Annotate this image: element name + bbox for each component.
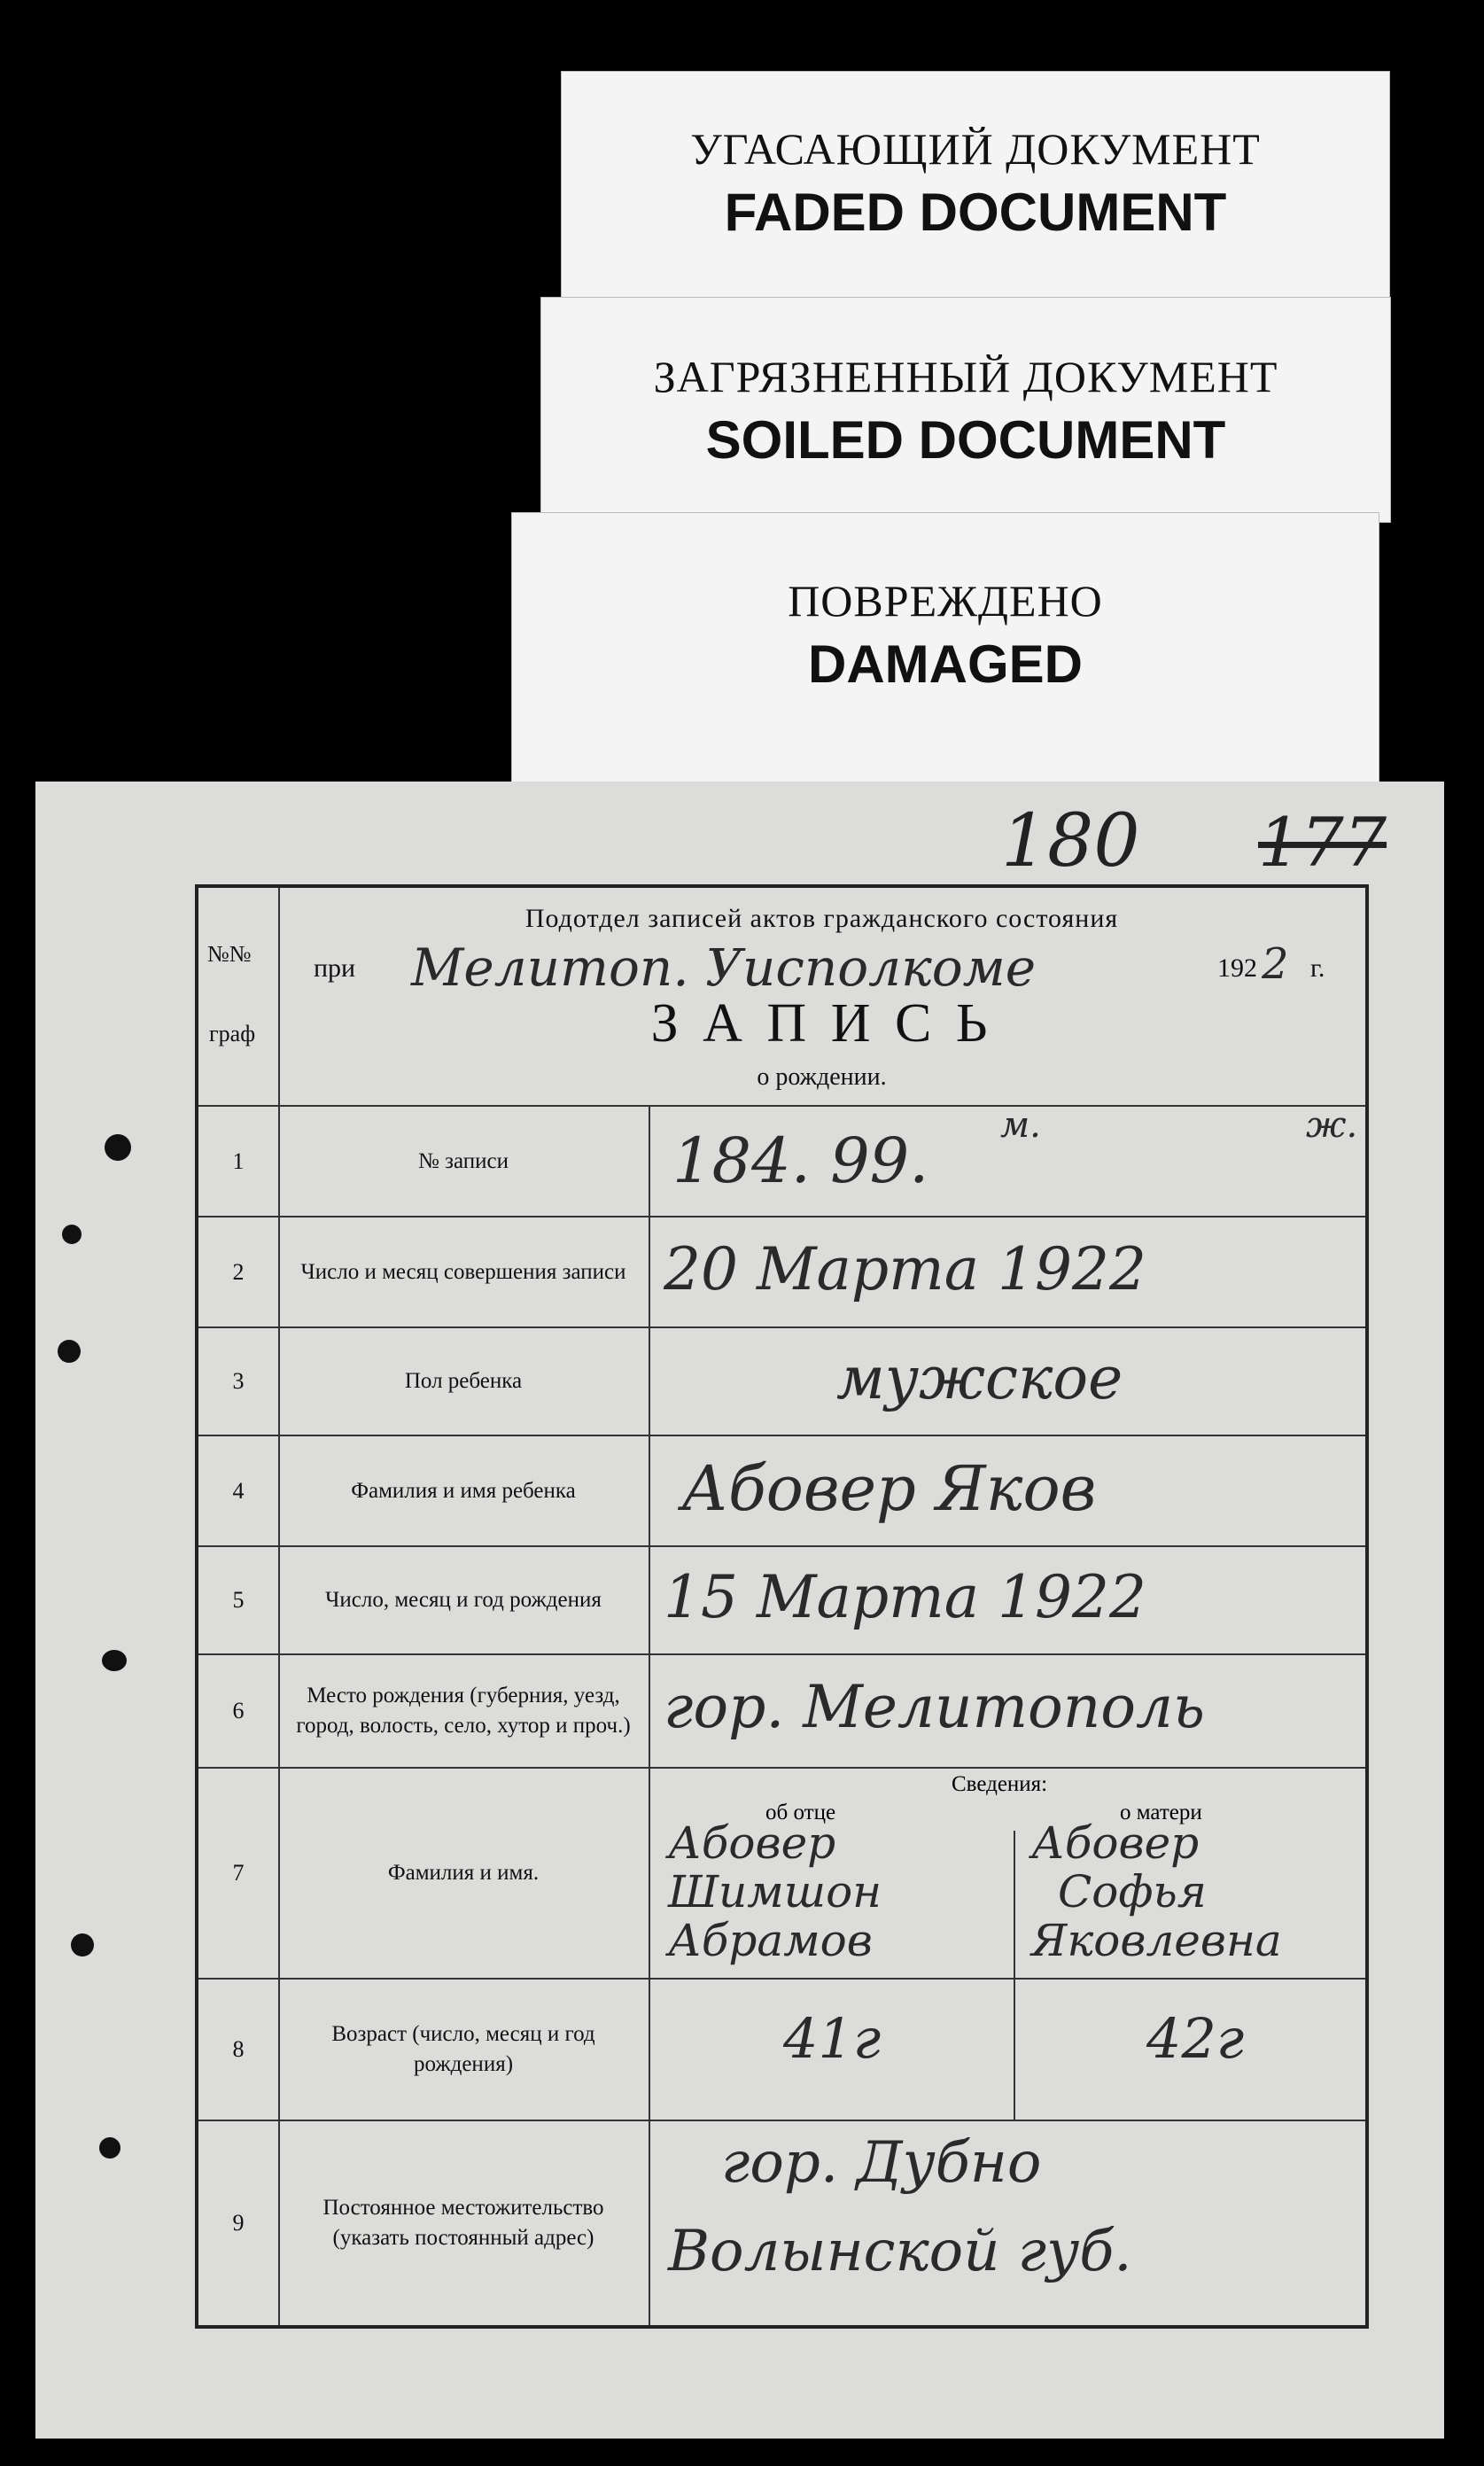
- record-number-handwritten: 184. 99.: [672, 1124, 929, 1197]
- row-number: 2: [198, 1217, 280, 1326]
- record-row-8: [198, 1978, 1365, 2120]
- birth-place-handwritten: гор. Мелитополь: [664, 1673, 1205, 1741]
- row-number: 4: [198, 1436, 280, 1545]
- record-row-6: [198, 1653, 1365, 1767]
- row-number: 9: [198, 2121, 280, 2325]
- father-name-handwritten: Шимшон: [668, 1866, 882, 1918]
- parents-divider: [1014, 1831, 1015, 1978]
- faded-label-ru: УГАСАЮЩИЙ ДОКУМЕНТ: [690, 124, 1261, 174]
- mother-age-handwritten: 42г: [1146, 2006, 1245, 2071]
- soiled-label-ru: ЗАГРЯЗНЕННЫЙ ДОКУМЕНТ: [653, 352, 1278, 401]
- damaged-label: [511, 512, 1379, 787]
- father-surname-handwritten: Абовер: [668, 1817, 836, 1869]
- row-number: 7: [198, 1769, 280, 1978]
- form-subtitle: о рождении.: [757, 1063, 887, 1091]
- mother-name-handwritten: Софья: [1058, 1866, 1207, 1918]
- father-patronymic-handwritten: Абрамов: [668, 1915, 873, 1966]
- office-handwritten: Мелитоп. Уисполкоме: [411, 937, 1037, 998]
- father-age-handwritten: 41г: [783, 2006, 882, 2071]
- row-label: Постоянное местожительство (указать постоянный адрес): [278, 2121, 650, 2325]
- record-row-3: [198, 1326, 1365, 1435]
- residence-cell: [650, 2121, 1365, 2325]
- row-label: № записи: [278, 1107, 650, 1216]
- record-row-7: [198, 1767, 1365, 1978]
- female-mark: ж.: [1306, 1105, 1358, 1146]
- faded-document-label: [561, 71, 1390, 301]
- row-value-cell: [650, 1655, 1365, 1767]
- birth-record-sheet: [35, 782, 1444, 2439]
- row-number: 8: [198, 1980, 280, 2120]
- record-form-table: [195, 884, 1369, 2329]
- residence-province-handwritten: Волынской губ.: [668, 2219, 1132, 2284]
- record-row-1: [198, 1105, 1365, 1216]
- male-mark: м.: [1000, 1105, 1041, 1146]
- row-number: 3: [198, 1328, 280, 1435]
- row-label: Число, месяц и год рождения: [278, 1547, 650, 1653]
- punch-hole: [99, 2137, 120, 2159]
- row-value-cell: [650, 1107, 1365, 1216]
- record-row-4: [198, 1435, 1365, 1545]
- pri-label: при: [314, 953, 356, 983]
- punch-hole: [58, 1340, 81, 1363]
- header-number-column: [198, 888, 280, 1105]
- father-label: об отце: [765, 1801, 836, 1824]
- row-number: 5: [198, 1547, 280, 1653]
- faded-label-en: FADED DOCUMENT: [724, 183, 1227, 242]
- punch-hole: [105, 1134, 131, 1161]
- row-label: Фамилия и имя ребенка: [278, 1436, 650, 1545]
- row-number: 1: [198, 1107, 280, 1216]
- record-row-2: [198, 1216, 1365, 1326]
- punch-hole: [71, 1933, 94, 1956]
- row-label: Фамилия и имя.: [278, 1769, 650, 1978]
- svedenia-label: Сведения:: [952, 1772, 1048, 1796]
- birth-date-handwritten: 15 Марта 1922: [664, 1563, 1147, 1631]
- page-number: 180: [1001, 799, 1140, 883]
- row-value-cell: [650, 1547, 1365, 1653]
- mother-surname-handwritten: Абовер: [1031, 1817, 1200, 1869]
- year-handwritten: 2: [1262, 939, 1289, 989]
- registration-date-handwritten: 20 Марта 1922: [664, 1235, 1147, 1303]
- office-line: Подотдел записей актов гражданского состояния: [524, 904, 1119, 933]
- sex-handwritten: мужское: [836, 1344, 1123, 1412]
- ages-divider: [1014, 1980, 1015, 2120]
- year-suffix: г.: [1310, 953, 1325, 983]
- row-value-cell: [650, 1217, 1365, 1326]
- mother-patronymic-handwritten: Яковлевна: [1031, 1915, 1282, 1966]
- row-label: Возраст (число, месяц и год рождения): [278, 1980, 650, 2120]
- damaged-label-ru: ПОВРЕЖДЕНО: [788, 576, 1103, 626]
- graf-label: граф: [209, 1021, 256, 1046]
- year-prefix: 192: [1217, 953, 1257, 983]
- record-row-9: [198, 2120, 1365, 2325]
- record-row-5: [198, 1545, 1365, 1653]
- soiled-document-label: [540, 297, 1391, 523]
- child-name-handwritten: Абовер Яков: [681, 1452, 1097, 1525]
- row-label: Место рождения (губерния, уезд, город, волость, село, хутор и проч.): [278, 1655, 650, 1767]
- damaged-label-en: DAMAGED: [808, 634, 1083, 694]
- number-sign-label: №№: [207, 941, 252, 967]
- row-label: Пол ребенка: [278, 1328, 650, 1435]
- punch-hole: [102, 1650, 127, 1671]
- crossed-page-number: 177: [1258, 803, 1387, 882]
- row-number: 6: [198, 1655, 280, 1767]
- row-value-cell: [650, 1436, 1365, 1545]
- row-value-cell: [650, 1328, 1365, 1435]
- form-header: [278, 888, 1365, 1105]
- residence-city-handwritten: гор. Дубно: [721, 2130, 1042, 2196]
- mother-label: о матери: [1120, 1801, 1202, 1824]
- soiled-label-en: SOILED DOCUMENT: [705, 410, 1226, 470]
- form-title: З А П И С Ь: [650, 993, 993, 1054]
- ages-cell: [650, 1980, 1365, 2120]
- punch-hole: [62, 1225, 82, 1244]
- row-label: Число и месяц совершения записи: [278, 1217, 650, 1326]
- parents-cell: [650, 1769, 1365, 1978]
